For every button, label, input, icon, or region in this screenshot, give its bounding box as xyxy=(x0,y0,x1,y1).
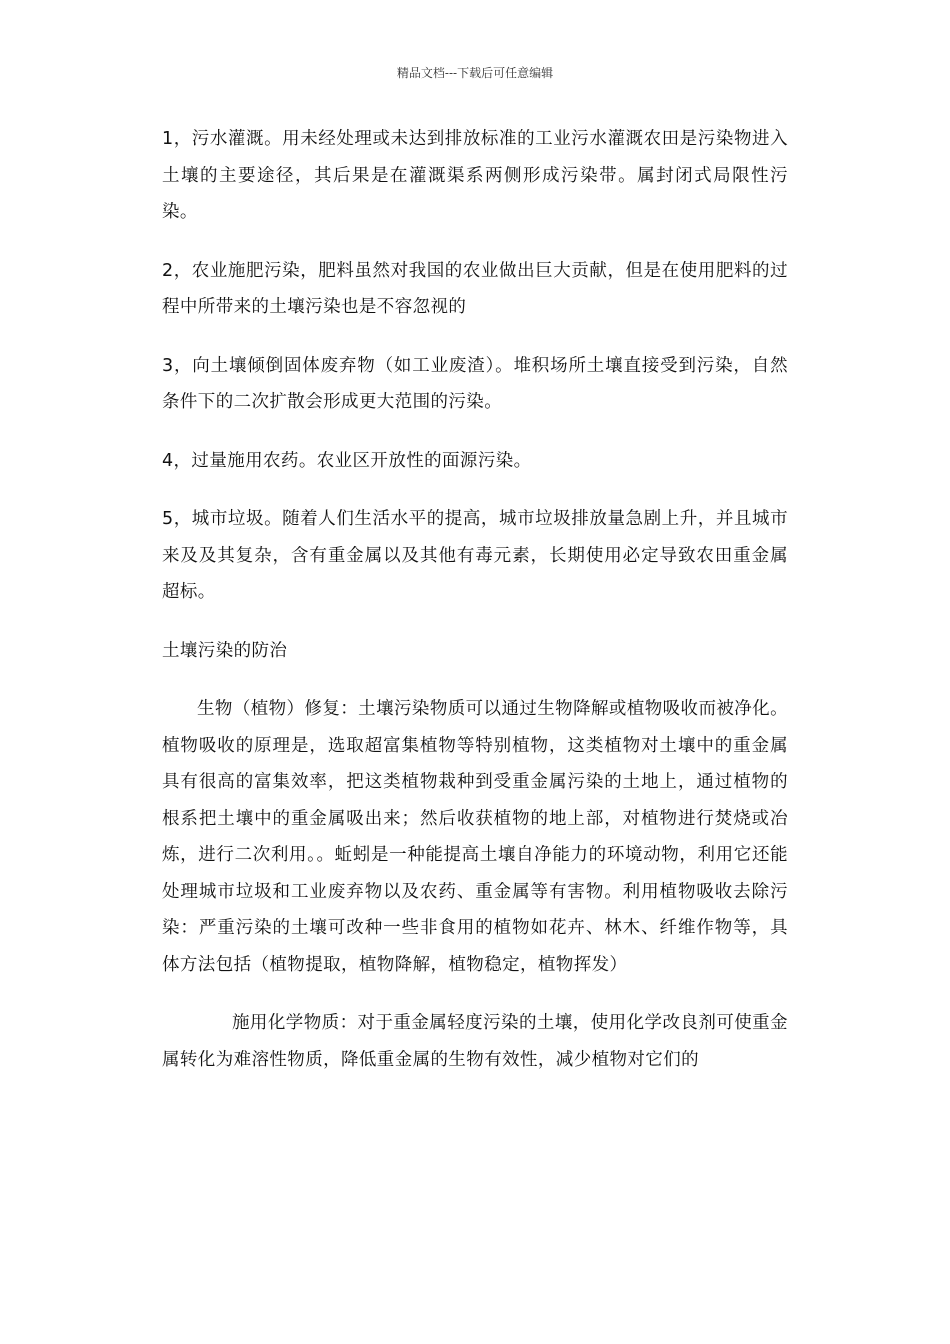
paragraph-bioremediation: 生物（植物）修复：土壤污染物质可以通过生物降解或植物吸收而被净化。植物吸收的原理是，选取超富集植物等特别植物，这类植物对土壤中的重金属具有很高的富集效率，把这类植物栽种到受重金属污染的土地上，通过植物的根系把土壤中的重金属吸出来；然后收获植物的地上部，对植物进行焚烧或冶炼，进行二次利用。。蚯蚓是一种能提高土壤自净能力的环境动物，利用它还能处理城市垃圾和工业废弃物以及农药、重金属等有害物。利用植物吸收去除污染：严重污染的土壤可改种一些非食用的植物如花卉、林木、纤维作物等，具体方法包括（植物提取，植物降解，植物稳定，植物挥发） xyxy=(162,699,788,975)
paragraph-urban-garbage: 5，城市垃圾。随着人们生活水平的提高，城市垃圾排放量急剧上升，并且城市来及及其复杂，含有重金属以及其他有毒元素，长期使用必定导致农田重金属超标。 xyxy=(162,509,788,602)
page-header: 精品文档---下载后可任意编辑 xyxy=(396,66,554,80)
paragraph-chemical-treatment: 施用化学物质：对于重金属轻度污染的土壤，使用化学改良剂可使重金属转化为难溶性物质，降低重金属的生物有效性，减少植物对它们的 xyxy=(162,1013,788,1070)
section-title: 土壤污染的防治 xyxy=(162,640,288,661)
paragraph-pesticides: 4，过量施用农药。农业区开放性的面源污染。 xyxy=(162,450,532,471)
paragraph-fertilizer-pollution: 2，农业施肥污染，肥料虽然对我国的农业做出巨大贡献，但是在使用肥料的过程中所带来的土壤污染也是不容忽视的 xyxy=(162,260,788,317)
document-body xyxy=(162,121,788,1078)
paragraph-sewage-irrigation: 1，污水灌溉。用未经处理或未达到排放标准的工业污水灌溉农田是污染物进入土壤的主要途径，其后果是在灌溉渠系两侧形成污染带。属封闭式局限性污染。 xyxy=(162,129,788,222)
paragraph-solid-waste: 3，向土壤倾倒固体废弃物（如工业废渣）。堆积场所土壤直接受到污染，自然条件下的二次扩散会形成更大范围的污染。 xyxy=(162,355,788,412)
